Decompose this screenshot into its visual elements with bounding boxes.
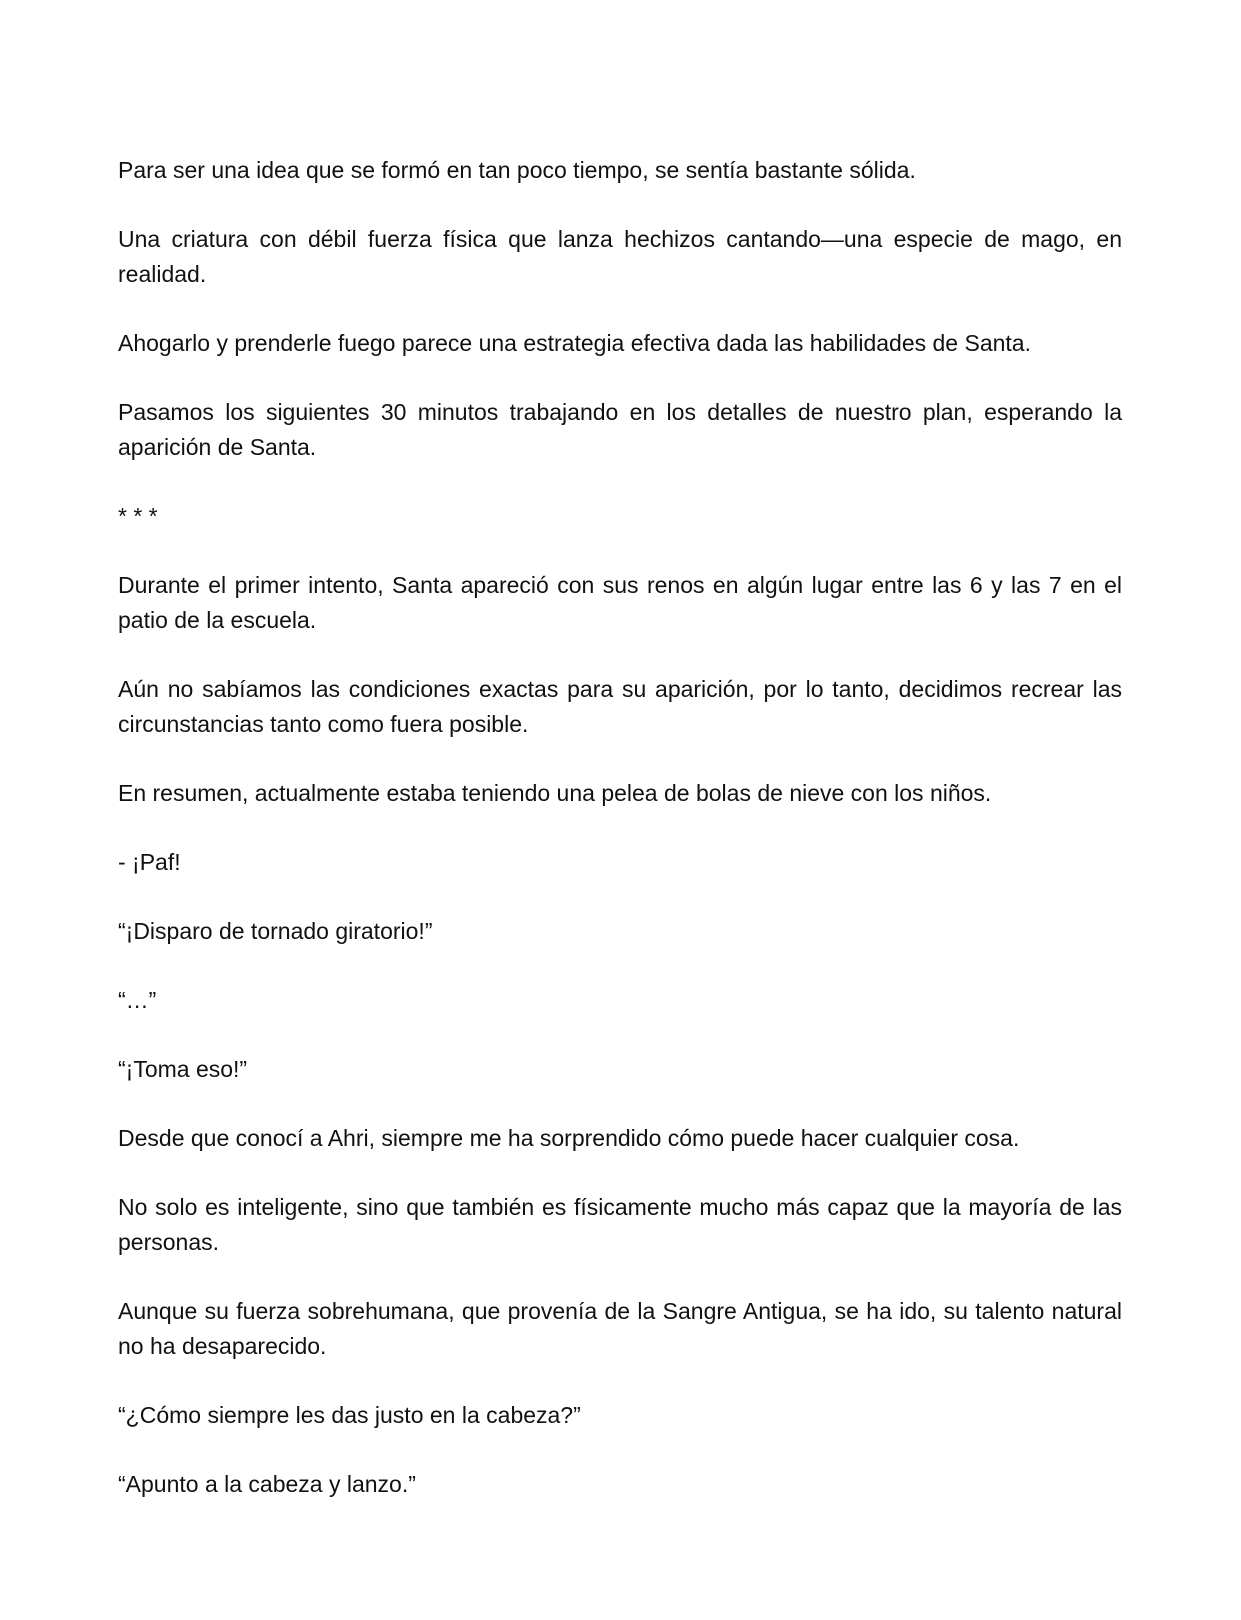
- dialogue-line: “¡Toma eso!”: [118, 1056, 248, 1082]
- dialogue-line: “¡Disparo de tornado giratorio!”: [118, 918, 433, 944]
- paragraph: Pasamos los siguientes 30 minutos trabajando en los detalles de nuestro plan, esperando la aparición de Santa.: [118, 399, 1122, 460]
- paragraph: Desde que conocí a Ahri, siempre me ha sorprendido cómo puede hacer cualquier cosa.: [118, 1125, 1020, 1151]
- scene-break: * * *: [118, 503, 158, 529]
- paragraph: Una criatura con débil fuerza física que lanza hechizos cantando—una especie de mago, en realidad.: [118, 226, 1122, 287]
- paragraph: Aunque su fuerza sobrehumana, que provenía de la Sangre Antigua, se ha ido, su talento natural no ha desaparecido.: [118, 1298, 1122, 1359]
- paragraph: - ¡Paf!: [118, 849, 181, 875]
- paragraph: Ahogarlo y prenderle fuego parece una estrategia efectiva dada las habilidades de Santa.: [118, 330, 1031, 356]
- dialogue-line: “¿Cómo siempre les das justo en la cabeza?”: [118, 1402, 581, 1428]
- paragraph: No solo es inteligente, sino que también es físicamente mucho más capaz que la mayoría de las personas.: [118, 1194, 1122, 1255]
- paragraph: Para ser una idea que se formó en tan poco tiempo, se sentía bastante sólida.: [118, 157, 916, 183]
- paragraph: Durante el primer intento, Santa apareció con sus renos en algún lugar entre las 6 y las 7 en el patio de la escuela.: [118, 572, 1122, 633]
- dialogue-line: “…”: [118, 987, 157, 1013]
- dialogue-line: “Apunto a la cabeza y lanzo.”: [118, 1471, 416, 1497]
- paragraph: Aún no sabíamos las condiciones exactas para su aparición, por lo tanto, decidimos recrear las circunstancias tanto como fuera posible.: [118, 676, 1122, 737]
- paragraph: En resumen, actualmente estaba teniendo una pelea de bolas de nieve con los niños.: [118, 780, 992, 806]
- body-text: [118, 153, 1122, 1502]
